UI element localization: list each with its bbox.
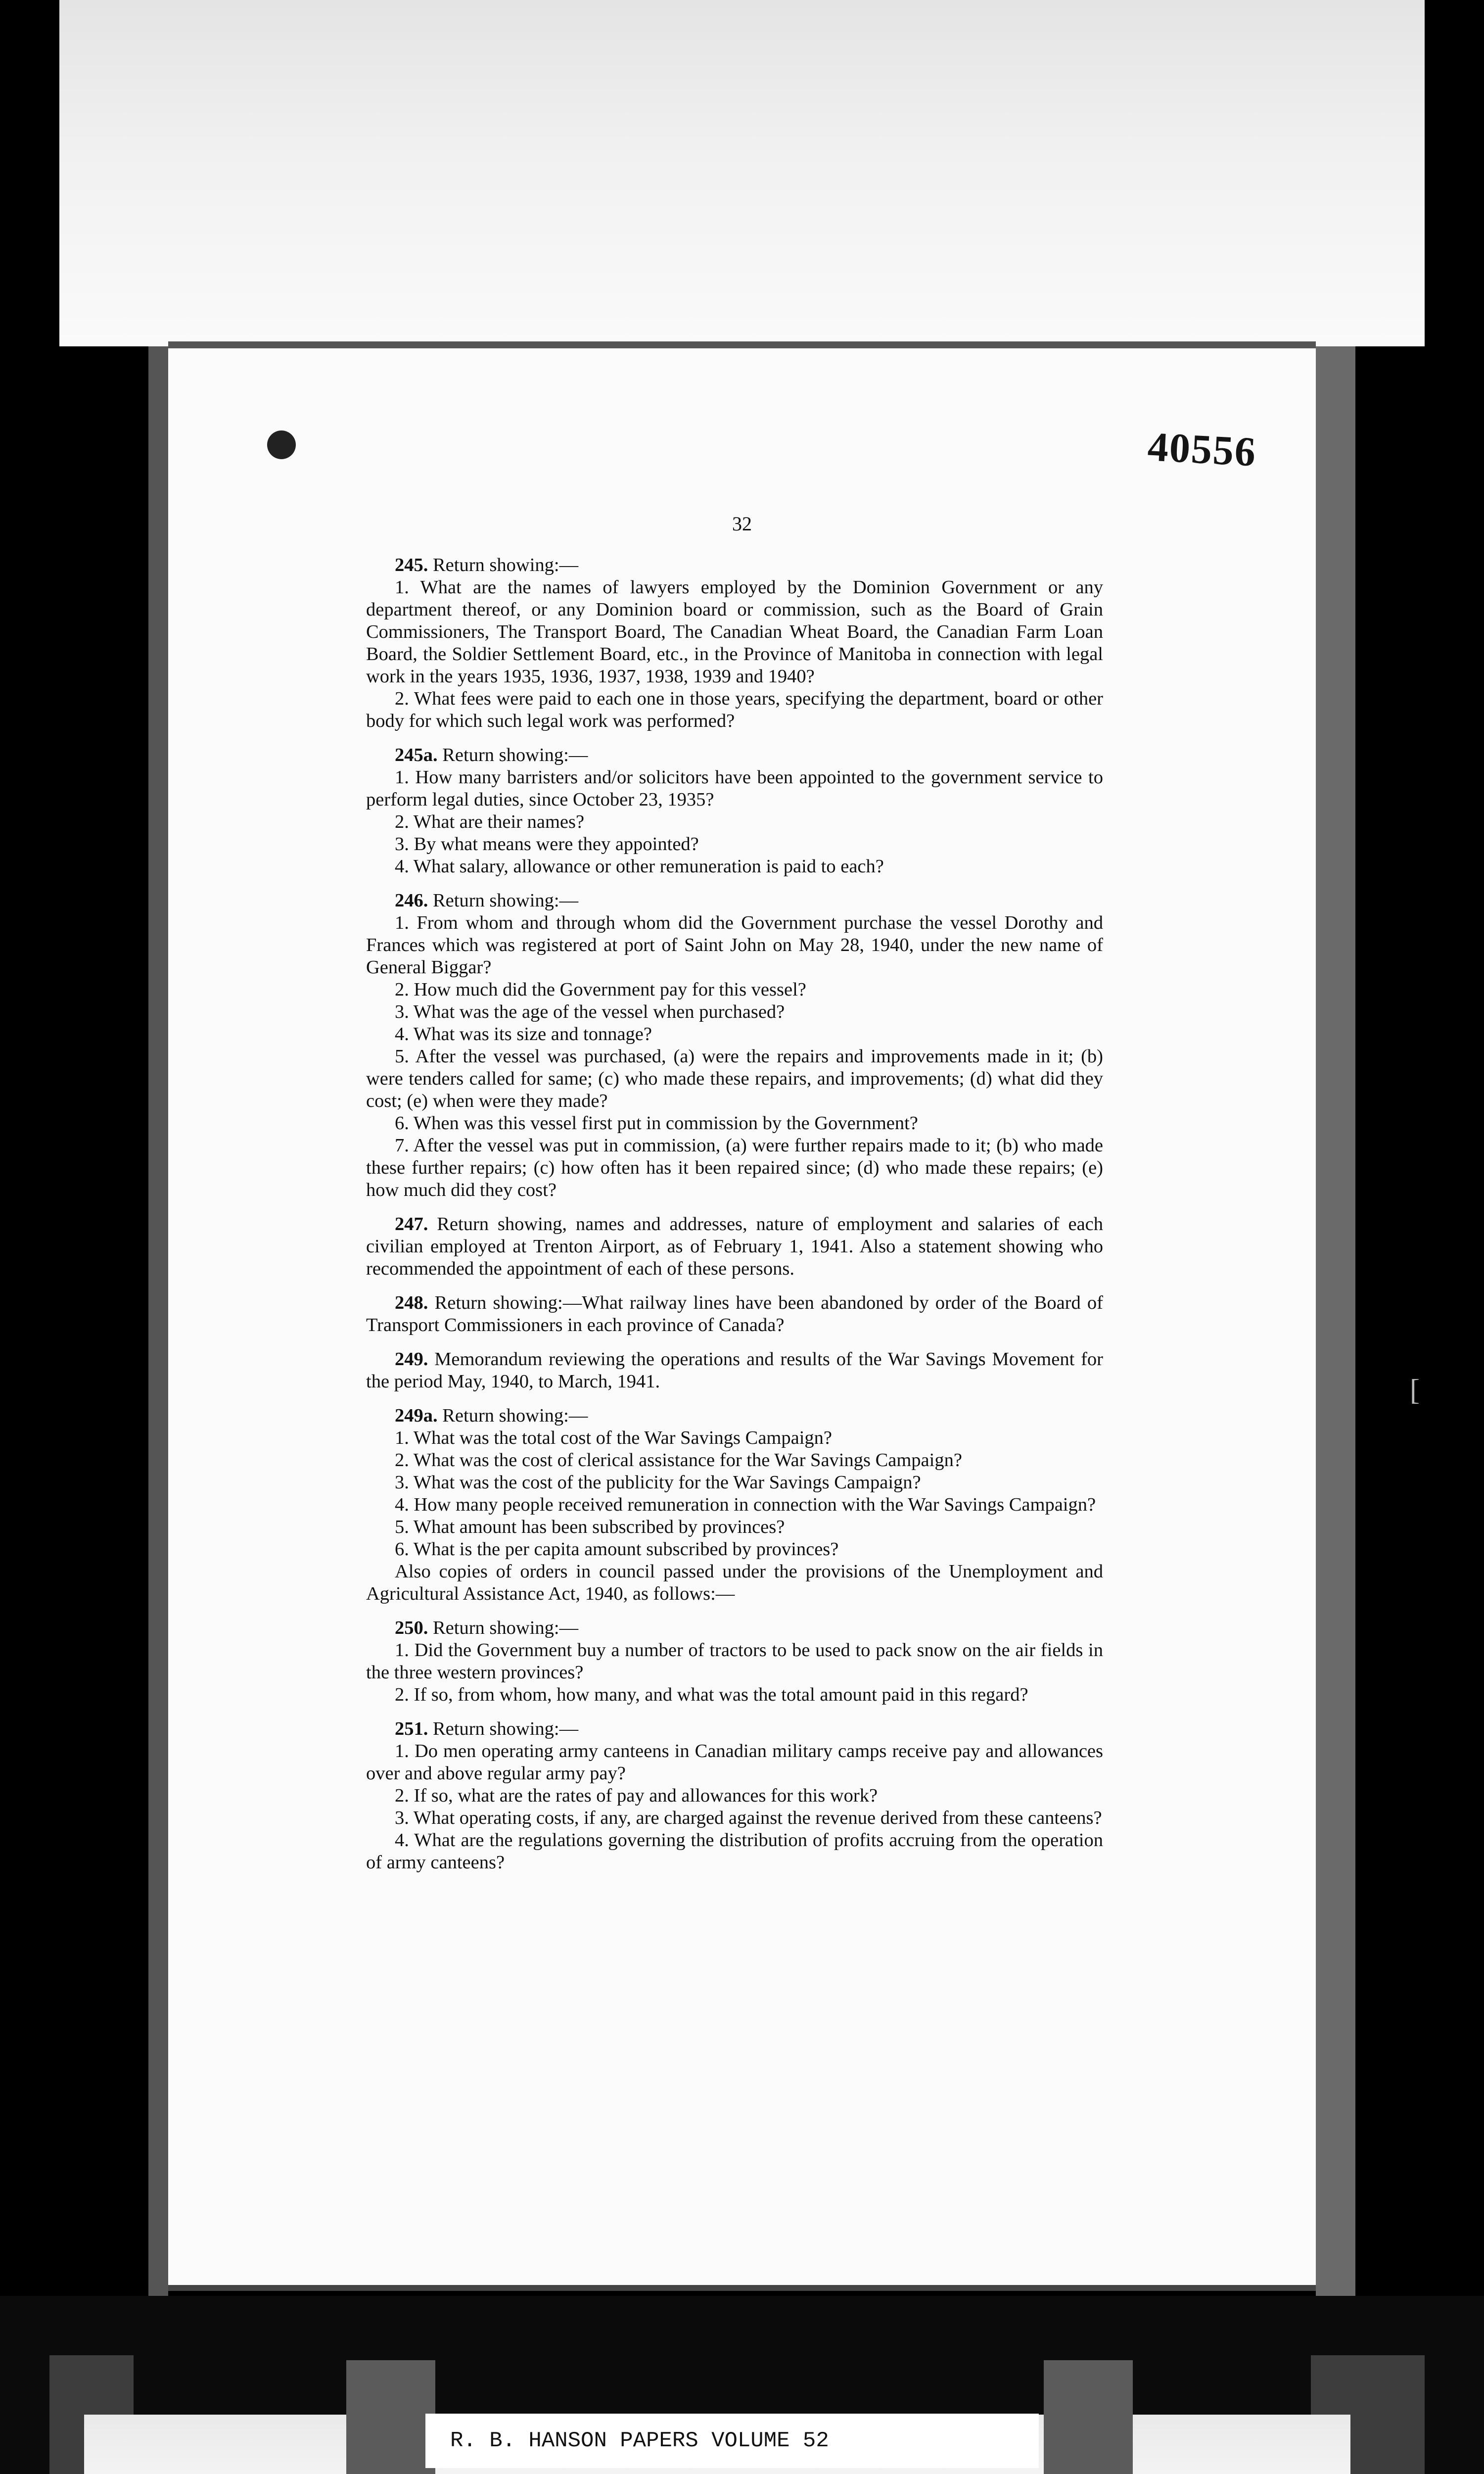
return-number: 245a. <box>395 745 438 765</box>
paragraph-text: 6. What is the per capita amount subscribed by provinces? <box>395 1539 839 1560</box>
question-paragraph <box>366 576 1103 688</box>
question-paragraph <box>366 1561 1103 1605</box>
question-paragraph <box>366 1112 1103 1135</box>
return-heading <box>366 554 1103 576</box>
paragraph-text: Return showing:— <box>442 745 588 765</box>
return-number: 247. <box>395 1214 428 1235</box>
paragraph-text: 2. How much did the Government pay for this vessel? <box>395 979 806 1000</box>
question-paragraph <box>366 856 1103 878</box>
return-number: 245. <box>395 555 428 575</box>
paragraph-text: 3. What was the cost of the publicity for the War Savings Campaign? <box>395 1472 921 1493</box>
paragraph-text: 2. What fees were paid to each one in those years, specifying the department, board or other body for which such legal work was performed? <box>366 688 1103 731</box>
paragraph-text: Return showing:— <box>433 890 579 911</box>
question-paragraph <box>366 688 1103 732</box>
paragraph-text: 5. After the vessel was purchased, (a) were the repairs and improvements made in it; (b) were tenders called for same; (c) who made these repairs, and improvements; (d) what did they cost; (e) when were they made? <box>366 1046 1103 1111</box>
paragraph-text: Also copies of orders in council passed under the provisions of the Unemployment and Agricultural Assistance Act, 1940, as follows:— <box>366 1561 1103 1604</box>
question-paragraph <box>366 1684 1103 1706</box>
paragraph-text: 4. How many people received remuneration in connection with the War Savings Campaign? <box>395 1494 1096 1515</box>
return-number: 246. <box>395 890 428 911</box>
paragraph-text: 1. Do men operating army canteens in Canadian military camps receive pay and allowances over and above regular army pay? <box>366 1741 1103 1784</box>
paragraph-text: Return showing:— <box>433 1718 579 1739</box>
collection-label: R. B. HANSON PAPERS VOLUME 52 <box>425 2414 1039 2468</box>
return-number: 250. <box>395 1618 428 1638</box>
paragraph-text: 5. What amount has been subscribed by provinces? <box>395 1517 785 1537</box>
paragraph-text: Return showing:— <box>442 1405 588 1426</box>
question-paragraph <box>366 979 1103 1001</box>
question-paragraph <box>366 766 1103 811</box>
paragraph-text: 1. How many barristers and/or solicitors have been appointed to the government service to perform legal duties, since October 23, 1935? <box>366 767 1103 810</box>
paragraph-text: 4. What salary, allowance or other remuneration is paid to each? <box>395 856 884 877</box>
return-heading <box>366 1617 1103 1639</box>
document-body <box>366 554 1103 1874</box>
question-paragraph <box>366 1427 1103 1449</box>
punch-hole <box>267 430 296 459</box>
document-edge-right <box>1316 346 1355 2296</box>
clip-left <box>346 2360 435 2474</box>
question-paragraph <box>366 912 1103 979</box>
paragraph-text: 3. What operating costs, if any, are charged against the revenue derived from these canteens? <box>395 1808 1102 1828</box>
return-number: 249a. <box>395 1405 438 1426</box>
paragraph-text: 7. After the vessel was put in commission, (a) were further repairs made to it; (b) who made these further repairs; (c) how often has it been repaired since; (d) who made these repairs; (e) how much did they cost? <box>366 1135 1103 1200</box>
paragraph-text: 2. What are their names? <box>395 811 585 832</box>
question-paragraph <box>366 811 1103 833</box>
paragraph-text: 1. From whom and through whom did the Government purchase the vessel Dorothy and Frances which was registered at port of Saint John on May 28, 1940, under the new name of General Biggar? <box>366 912 1103 978</box>
top-sheet <box>59 0 1425 346</box>
question-paragraph <box>366 1494 1103 1516</box>
paragraph-text: 3. By what means were they appointed? <box>395 834 699 855</box>
question-paragraph <box>366 1001 1103 1023</box>
question-paragraph <box>366 1639 1103 1684</box>
return-heading <box>366 890 1103 912</box>
paragraph-text: 2. What was the cost of clerical assistance for the War Savings Campaign? <box>395 1450 962 1471</box>
paragraph-text: Memorandum reviewing the operations and results of the War Savings Movement for the period May, 1940, to March, 1941. <box>366 1349 1104 1392</box>
question-paragraph <box>366 1046 1103 1112</box>
question-paragraph <box>366 1785 1103 1807</box>
return-heading <box>366 1292 1103 1336</box>
paragraph-text: 1. Did the Government buy a number of tractors to be used to pack snow on the air fields in the three western provinces? <box>366 1640 1103 1683</box>
paragraph-text: 1. What was the total cost of the War Savings Campaign? <box>395 1427 832 1448</box>
question-paragraph <box>366 1135 1103 1201</box>
question-paragraph <box>366 1740 1103 1785</box>
document-stamp-number: 40556 <box>1146 424 1258 476</box>
question-paragraph <box>366 1538 1103 1561</box>
question-paragraph <box>366 1449 1103 1472</box>
clip-right <box>1044 2360 1133 2474</box>
margin-mark: [ <box>1410 1374 1420 1406</box>
return-heading <box>366 1718 1103 1740</box>
paragraph-text: 6. When was this vessel first put in commission by the Government? <box>395 1113 918 1134</box>
return-heading <box>366 1213 1103 1280</box>
paragraph-text: Return showing:—What railway lines have been abandoned by order of the Board of Transport Commissioners in each province of Canada? <box>366 1292 1104 1335</box>
return-number: 249. <box>395 1349 428 1370</box>
paragraph-text: 4. What was its size and tonnage? <box>395 1024 652 1045</box>
page-number: 32 <box>732 513 752 535</box>
document-edge-left <box>148 346 168 2296</box>
question-paragraph <box>366 1472 1103 1494</box>
paragraph-text: 4. What are the regulations governing the distribution of profits accruing from the operation of army canteens? <box>366 1830 1103 1873</box>
question-paragraph <box>366 833 1103 856</box>
paragraph-text: Return showing:— <box>433 555 579 575</box>
question-paragraph <box>366 1023 1103 1046</box>
paragraph-text: 3. What was the age of the vessel when purchased? <box>395 1001 785 1022</box>
return-heading <box>366 1348 1103 1393</box>
paragraph-text: 1. What are the names of lawyers employed by the Dominion Government or any department thereof, or any Dominion board or commission, such as the Board of Grain Commissioners, The Transport Board, The Canadian Wheat Board, the Canadian Farm Loan Board, the Soldier Settlement Board, etc., in the Province of Manitoba in connection with legal work in the years 1935, 1936, 1937, 1938, 1939 and 1940? <box>366 577 1103 687</box>
return-number: 248. <box>395 1292 428 1313</box>
paragraph-text: 2. If so, from whom, how many, and what was the total amount paid in this regard? <box>395 1684 1028 1705</box>
question-paragraph <box>366 1829 1103 1874</box>
paragraph-text: Return showing:— <box>433 1618 579 1638</box>
return-heading <box>366 1405 1103 1427</box>
paragraph-text: 2. If so, what are the rates of pay and allowances for this work? <box>395 1785 878 1806</box>
return-number: 251. <box>395 1718 428 1739</box>
return-heading <box>366 744 1103 766</box>
question-paragraph <box>366 1516 1103 1538</box>
question-paragraph <box>366 1807 1103 1829</box>
paragraph-text: Return showing, names and addresses, nature of employment and salaries of each civilian employed at Trenton Airport, as of February 1, 1941. Also a statement showing who recommended the appointment of each of these persons. <box>366 1214 1103 1279</box>
